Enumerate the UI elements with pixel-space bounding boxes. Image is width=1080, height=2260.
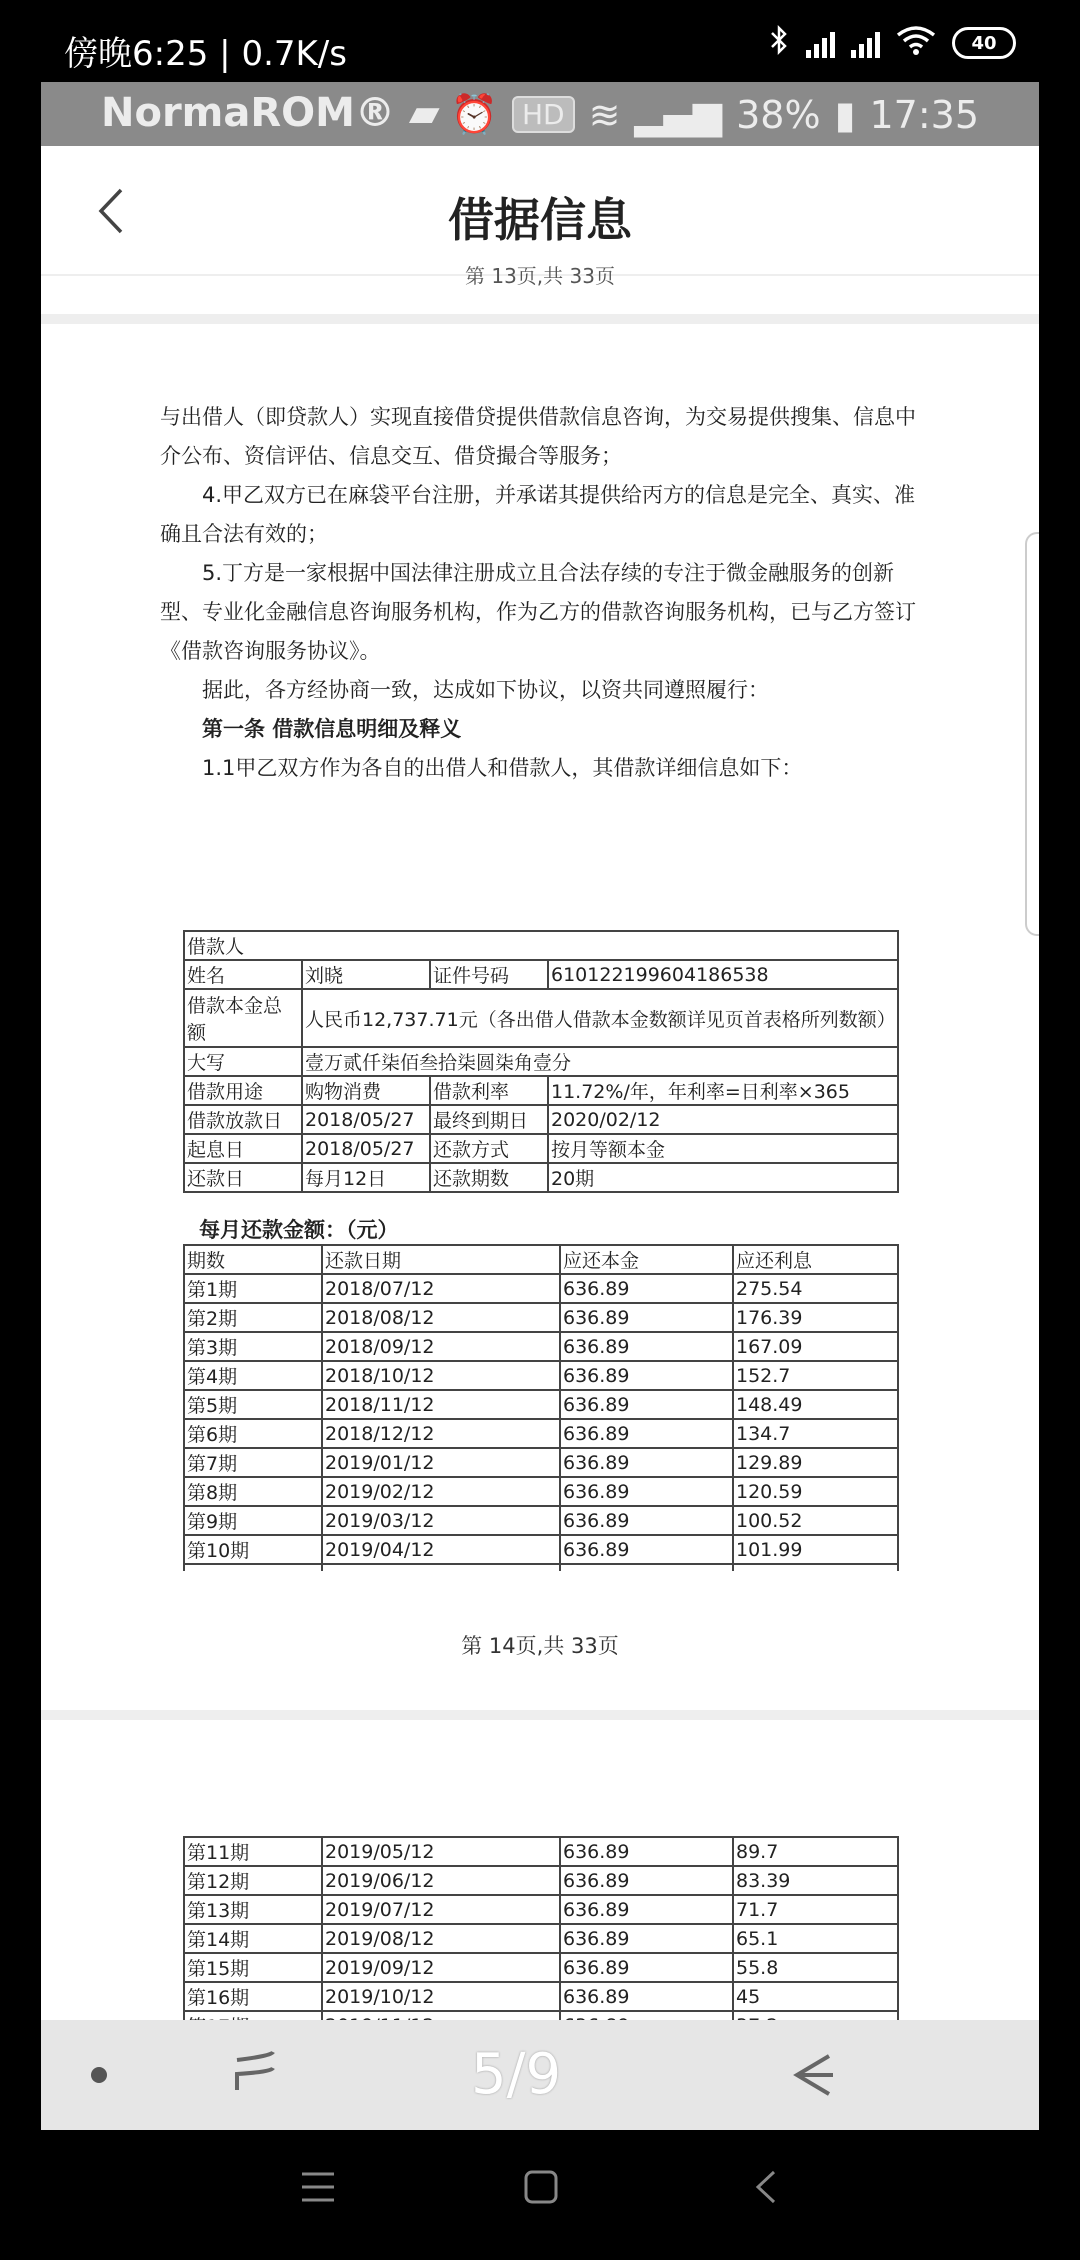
page-gap <box>41 1710 1039 1720</box>
cell: 2019/08/12 <box>322 1924 560 1953</box>
cell: 第2期 <box>184 1303 322 1332</box>
cell: 第4期 <box>184 1361 322 1390</box>
contract-text <box>160 398 920 788</box>
cell: 71.7 <box>733 1895 898 1924</box>
cell: 第11期 <box>184 1837 322 1866</box>
table-cell: 大写 <box>184 1047 302 1076</box>
document-viewer[interactable] <box>41 264 1039 2026</box>
cell: 129.89 <box>733 1448 898 1477</box>
table-cell: 姓名 <box>184 960 302 989</box>
back-arrow-icon[interactable] <box>789 2050 839 2104</box>
cell: 636.89 <box>560 1535 733 1564</box>
outer-status-bar <box>0 0 1080 82</box>
inner-status-bar <box>41 82 1039 146</box>
bluetooth-icon <box>768 24 790 62</box>
header-cell: 应还利息 <box>733 1245 898 1274</box>
cell: 636.89 <box>560 1419 733 1448</box>
cell: 第10期 <box>184 1535 322 1564</box>
cell: 636.89 <box>560 1274 733 1303</box>
cell: 第12期 <box>184 1866 322 1895</box>
cell: 120.59 <box>733 1477 898 1506</box>
hd-badge: HD <box>512 96 575 133</box>
table-cell: 610122199604186538 <box>548 960 898 989</box>
cell: 636.89 <box>560 1506 733 1535</box>
cell: 100.52 <box>733 1506 898 1535</box>
table-cell: 借款本金总额 <box>184 989 302 1047</box>
wifi-icon <box>896 25 936 61</box>
paragraph: 5.丁方是一家根据中国法律注册成立且合法存续的专注于微金融服务的创新型、专业化金融信息咨询服务机构，作为乙方的借款咨询服务机构，已与乙方签订《借款咨询服务协议》。 <box>160 561 916 663</box>
cell: 2018/10/12 <box>322 1361 560 1390</box>
cell: 176.39 <box>733 1303 898 1332</box>
table-cell: 20期 <box>548 1163 898 1192</box>
table-row <box>184 1982 898 2011</box>
table-cell: 壹万贰仟柒佰叁拾柒圆柒角壹分 <box>302 1047 898 1076</box>
cell: 89.7 <box>733 1837 898 1866</box>
cell: 第7期 <box>184 1448 322 1477</box>
loan-info-table <box>183 930 899 1193</box>
cell: 636.89 <box>560 1866 733 1895</box>
rom-brand: NormaROM® ▰ <box>101 90 440 136</box>
table-cell: 借款人 <box>184 931 898 960</box>
cell: 636.89 <box>560 1361 733 1390</box>
table-cell: 2020/02/12 <box>548 1105 898 1134</box>
cell: 第13期 <box>184 1895 322 1924</box>
side-drawer-handle[interactable] <box>1025 532 1039 936</box>
table-row <box>184 1535 898 1564</box>
table-row <box>184 1506 898 1535</box>
cell: 55.8 <box>733 1953 898 1982</box>
prev-page-footer: 第 13页,共 33页 <box>465 264 615 288</box>
paragraph: 据此，各方经协商一致，达成如下协议，以资共同遵照履行： <box>202 678 769 702</box>
cell: 636.89 <box>560 1332 733 1361</box>
table-row <box>184 1953 898 1982</box>
table-cell: 最终到期日 <box>430 1105 548 1134</box>
table-row <box>184 1332 898 1361</box>
table-row <box>184 1895 898 1924</box>
cell: 636.89 <box>560 1390 733 1419</box>
image-pager: 5/9 <box>471 2042 562 2107</box>
app-header <box>41 146 1039 274</box>
message-icon: ▰ <box>408 90 440 136</box>
table-cell: 起息日 <box>184 1134 302 1163</box>
page-title: 借据信息 <box>448 193 632 247</box>
cell: 636.89 <box>560 1953 733 1982</box>
cell: 134.7 <box>733 1419 898 1448</box>
cell: 第6期 <box>184 1419 322 1448</box>
cell: 636.89 <box>560 1924 733 1953</box>
table-cell: 人民币12,737.71元（各出借人借款本金数额详见页首表格所列数额） <box>302 989 898 1047</box>
payment-table <box>183 1244 899 1571</box>
table-cell: 还款日 <box>184 1163 302 1192</box>
table-cell: 还款期数 <box>430 1163 548 1192</box>
cell: 275.54 <box>733 1274 898 1303</box>
header-cell: 还款日期 <box>322 1245 560 1274</box>
cell: 2018/07/12 <box>322 1274 560 1303</box>
cell: 第16期 <box>184 1982 322 2011</box>
cell: 2019/04/12 <box>322 1535 560 1564</box>
header-cell: 应还本金 <box>560 1245 733 1274</box>
table-cell: 证件号码 <box>430 960 548 989</box>
cell: 2019/06/12 <box>322 1866 560 1895</box>
cell: 148.49 <box>733 1390 898 1419</box>
cell: 2019/03/12 <box>322 1506 560 1535</box>
battery-percent: 38% <box>736 92 821 137</box>
cell: 2018/08/12 <box>322 1303 560 1332</box>
cell: 101.99 <box>733 1535 898 1564</box>
paragraph: 4.甲乙双方已在麻袋平台注册，并承诺其提供给丙方的信息是完全、真实、准确且合法有效的； <box>160 483 916 546</box>
table-row-partial <box>184 1564 898 1571</box>
battery-icon: 40 <box>952 27 1016 59</box>
cell: 636.89 <box>560 1303 733 1332</box>
back-icon[interactable] <box>752 2168 780 2210</box>
alarm-icon: ⏰ <box>450 92 498 136</box>
home-icon[interactable] <box>522 2168 560 2210</box>
table-cell: 2018/05/27 <box>302 1134 430 1163</box>
network-speed: 0.7K/s <box>241 34 347 74</box>
table-row <box>184 1361 898 1390</box>
inner-clock: 17:35 <box>869 92 979 137</box>
table-cell: 借款用途 <box>184 1076 302 1105</box>
page-number: 第 14页,共 33页 <box>461 1634 619 1658</box>
cell: 2019/09/12 <box>322 1953 560 1982</box>
payment-title: 每月还款金额：（元） <box>199 1218 399 1242</box>
inner-signal-icon: ▂▄▆ <box>634 92 723 137</box>
page-gap <box>41 314 1039 324</box>
outer-status-right <box>768 24 1016 62</box>
cell: 第15期 <box>184 1953 322 1982</box>
cell: 2018/09/12 <box>322 1332 560 1361</box>
cell: 45 <box>733 1982 898 2011</box>
cell: 167.09 <box>733 1332 898 1361</box>
cell: 636.89 <box>560 1895 733 1924</box>
table-cell: 刘晓 <box>302 960 430 989</box>
table-row <box>184 1390 898 1419</box>
cell: 第3期 <box>184 1332 322 1361</box>
cell: 2019/05/12 <box>322 1837 560 1866</box>
cell: 2018/12/12 <box>322 1419 560 1448</box>
table-cell: 借款利率 <box>430 1076 548 1105</box>
cell: 第14期 <box>184 1924 322 1953</box>
menu-icon[interactable] <box>298 2170 338 2208</box>
cell: 第1期 <box>184 1274 322 1303</box>
table-row <box>184 1274 898 1303</box>
inner-status-info <box>451 92 979 137</box>
cell: 2019/02/12 <box>322 1477 560 1506</box>
table-cell: 借款放款日 <box>184 1105 302 1134</box>
table-row <box>184 1477 898 1506</box>
table-row <box>184 1924 898 1953</box>
screenshot-screen <box>41 82 1039 2130</box>
dot-icon[interactable] <box>91 2067 107 2083</box>
cell: 2019/07/12 <box>322 1895 560 1924</box>
cell: 83.39 <box>733 1866 898 1895</box>
cell: 第8期 <box>184 1477 322 1506</box>
cell: 636.89 <box>560 1982 733 2011</box>
table-cell: 2018/05/27 <box>302 1105 430 1134</box>
system-nav-bar <box>0 2130 1080 2260</box>
table-row <box>184 1448 898 1477</box>
table-cell: 每月12日 <box>302 1163 430 1192</box>
signal-icon <box>806 28 835 58</box>
table-header-row <box>184 1245 898 1274</box>
table-row <box>184 1866 898 1895</box>
header-cell: 期数 <box>184 1245 322 1274</box>
cell: 第5期 <box>184 1390 322 1419</box>
table-row <box>184 1419 898 1448</box>
article-title: 第一条 借款信息明细及释义 <box>202 717 462 741</box>
table-row <box>184 1837 898 1866</box>
cell: 2019/01/12 <box>322 1448 560 1477</box>
table-cell: 11.72%/年，年利率=日利率×365 <box>548 1076 898 1105</box>
inner-wifi-icon: ≋ <box>588 92 621 137</box>
cell: 636.89 <box>560 1477 733 1506</box>
recents-gesture-icon[interactable] <box>231 2050 281 2104</box>
cell: 第9期 <box>184 1506 322 1535</box>
cell: 65.1 <box>733 1924 898 1953</box>
clause-text: 1.1甲乙双方作为各自的出借人和借款人，其借款详细信息如下： <box>202 756 803 780</box>
signal-icon-2 <box>851 28 880 58</box>
paragraph: 与出借人（即贷款人）实现直接借贷提供借款信息咨询，为交易提供搜集、信息中介公布、资信评估、信息交互、借贷撮合等服务； <box>160 405 916 468</box>
cell: 636.89 <box>560 1448 733 1477</box>
outer-status-left: 傍晚6:25 | 0.7K/s <box>64 34 347 74</box>
cell: 2019/10/12 <box>322 1982 560 2011</box>
table-row <box>184 1303 898 1332</box>
table-cell: 购物消费 <box>302 1076 430 1105</box>
cell: 636.89 <box>560 1837 733 1866</box>
inner-battery-icon: ▮ <box>834 92 856 137</box>
viewer-bottom-bar <box>41 2020 1039 2130</box>
cell: 2018/11/12 <box>322 1390 560 1419</box>
table-cell: 按月等额本金 <box>548 1134 898 1163</box>
table-cell: 还款方式 <box>430 1134 548 1163</box>
cell: 152.7 <box>733 1361 898 1390</box>
outer-time: 傍晚6:25 <box>64 34 209 74</box>
